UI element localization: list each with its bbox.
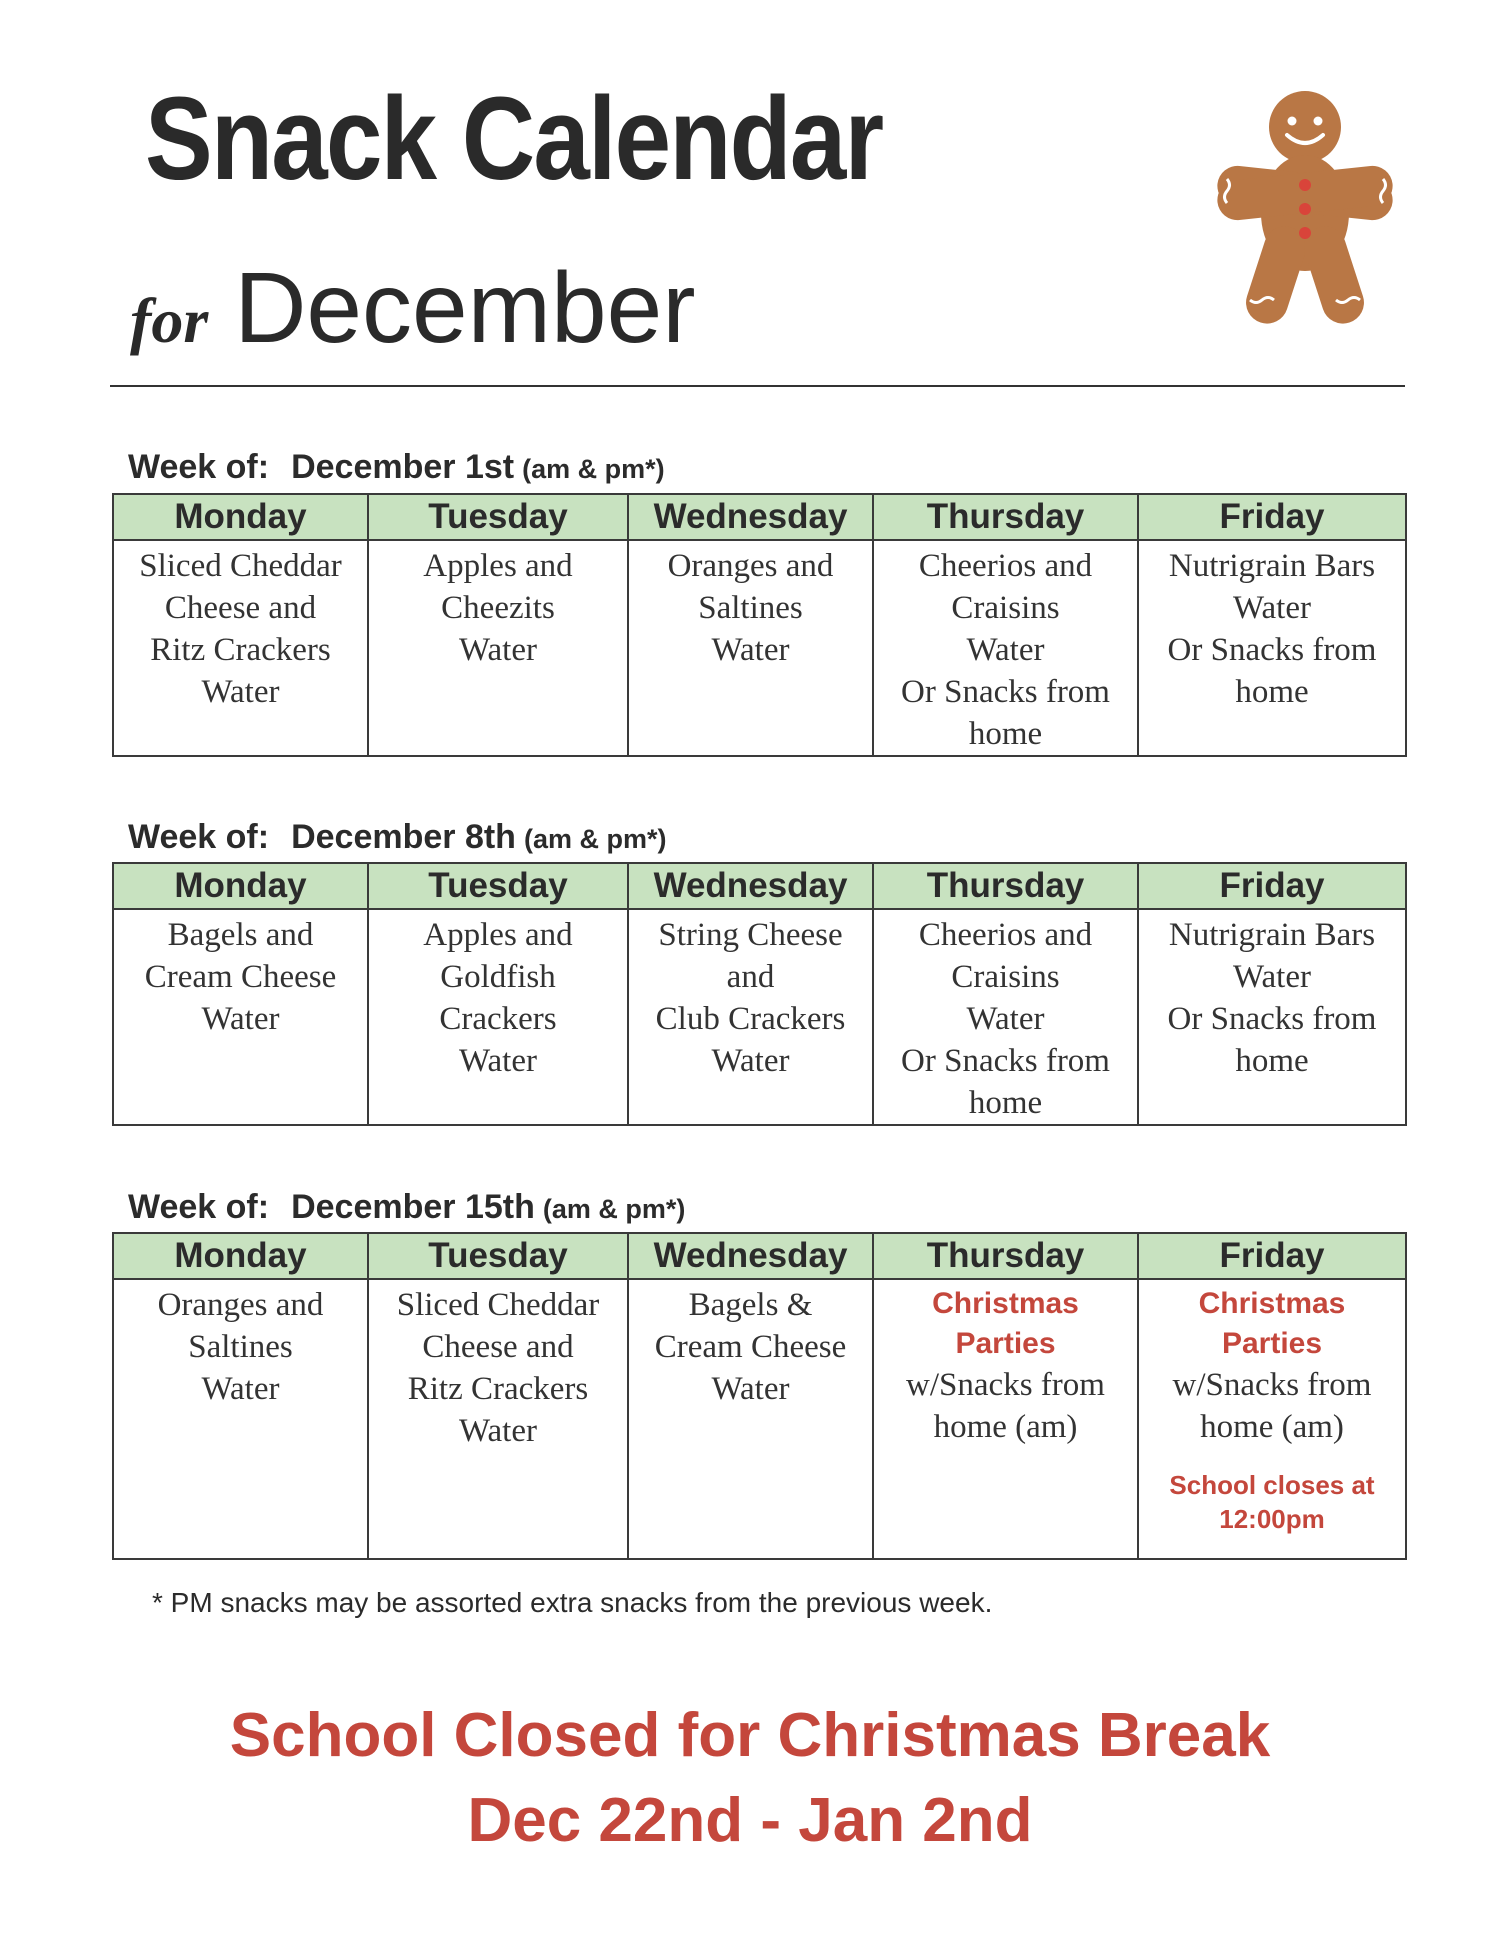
snack-cell <box>873 909 1138 1125</box>
snack-line: Water <box>966 632 1045 668</box>
subtitle-month: December <box>234 252 696 364</box>
snack-row <box>113 540 1406 756</box>
snack-line: Oranges and <box>157 1287 324 1323</box>
snack-line: Ritz Crackers <box>150 632 331 668</box>
snack-cell <box>628 909 873 1125</box>
day-header: Wednesday <box>628 1233 873 1279</box>
day-header: Friday <box>1138 494 1406 540</box>
snack-cell <box>1138 1279 1406 1559</box>
snack-line: Club Crackers <box>655 1001 846 1037</box>
day-header-row <box>113 494 1406 540</box>
day-header: Friday <box>1138 863 1406 909</box>
snack-line: Craisins <box>951 590 1060 626</box>
snack-line: Or Snacks from <box>901 674 1110 710</box>
snack-cell <box>873 540 1138 756</box>
snack-cell <box>1138 909 1406 1125</box>
day-header: Monday <box>113 1233 368 1279</box>
snack-line: Water <box>459 1413 537 1449</box>
snack-line: and <box>726 959 775 995</box>
snack-cell <box>368 909 628 1125</box>
snack-line: Bagels & <box>688 1287 813 1323</box>
snack-line: Goldfish <box>440 959 556 995</box>
snack-line: Or Snacks from <box>1167 1001 1377 1037</box>
snack-line: Cheese and <box>164 590 317 626</box>
snack-cell <box>113 909 368 1125</box>
day-header: Friday <box>1138 1233 1406 1279</box>
day-header: Tuesday <box>368 494 628 540</box>
closing-line: 12:00pm <box>1219 1504 1325 1534</box>
week-date: December 15th <box>291 1188 535 1226</box>
snack-cell <box>368 1279 628 1559</box>
week-table <box>112 1232 1407 1560</box>
snack-line: home (am) <box>1200 1409 1344 1445</box>
snack-line: w/Snacks from <box>906 1367 1105 1403</box>
snack-line: Water <box>711 632 790 668</box>
break-notice-line1: School Closed for Christmas Break <box>229 1701 1271 1770</box>
week-heading <box>128 818 666 857</box>
week-date: December 8th <box>291 818 516 856</box>
snack-line: Or Snacks from <box>1167 632 1377 668</box>
week-label: Week of: <box>128 448 270 486</box>
snack-line: Water <box>459 1043 537 1079</box>
day-header: Tuesday <box>368 1233 628 1279</box>
party-label: Christmas <box>932 1287 1079 1320</box>
snack-line: Water <box>201 1001 280 1037</box>
snack-line: Cheezits <box>441 590 555 626</box>
snack-line: Crackers <box>439 1001 557 1037</box>
snack-line: Water <box>201 1371 280 1407</box>
snack-line: Craisins <box>951 959 1060 995</box>
snack-line: home <box>968 716 1043 752</box>
snack-line: Nutrigrain Bars <box>1168 548 1376 584</box>
snack-cell <box>368 540 628 756</box>
snack-cell <box>1138 540 1406 756</box>
snack-line: home <box>1235 674 1309 710</box>
snack-line: Saltines <box>698 590 803 626</box>
week-note: (am & pm*) <box>522 454 665 484</box>
week-note: (am & pm*) <box>523 824 667 854</box>
snack-row <box>113 909 1406 1125</box>
week-note: (am & pm*) <box>542 1194 686 1224</box>
snack-line: Cream Cheese <box>144 959 337 995</box>
party-label: Parties <box>955 1327 1056 1360</box>
snack-line: Water <box>1233 590 1311 626</box>
page-subtitle <box>130 252 696 364</box>
day-header: Thursday <box>873 863 1138 909</box>
day-header: Monday <box>113 494 368 540</box>
snack-line: home <box>968 1085 1043 1121</box>
day-header: Wednesday <box>628 494 873 540</box>
gingerbread-man-icon <box>1205 85 1405 335</box>
snack-row <box>113 1279 1406 1559</box>
snack-cell <box>873 1279 1138 1559</box>
snack-line: w/Snacks from <box>1172 1367 1372 1403</box>
week-table <box>112 862 1407 1126</box>
snack-line: Water <box>711 1043 790 1079</box>
day-header: Tuesday <box>368 863 628 909</box>
page-title: Snack Calendar <box>145 73 883 205</box>
snack-line: Water <box>459 632 537 668</box>
week-table <box>112 493 1407 757</box>
snack-line: Ritz Crackers <box>407 1371 589 1407</box>
snack-line: String Cheese <box>658 917 843 953</box>
snack-line: Water <box>1233 959 1311 995</box>
subtitle-for: for <box>130 285 209 356</box>
snack-line: Or Snacks from <box>901 1043 1110 1079</box>
day-header: Thursday <box>873 1233 1138 1279</box>
break-notice-line2: Dec 22nd - Jan 2nd <box>467 1786 1033 1855</box>
snack-line: Saltines <box>188 1329 293 1365</box>
snack-line: home <box>1235 1043 1309 1079</box>
week-heading <box>128 1188 685 1227</box>
day-header: Thursday <box>873 494 1138 540</box>
snack-line: Sliced Cheddar <box>396 1287 600 1323</box>
day-header: Wednesday <box>628 863 873 909</box>
week-heading <box>128 448 665 487</box>
snack-line: Cheerios and <box>918 917 1093 953</box>
snack-line: Nutrigrain Bars <box>1168 917 1376 953</box>
snack-line: Cheese and <box>422 1329 574 1365</box>
snack-cell <box>113 1279 368 1559</box>
snack-line: Cream Cheese <box>654 1329 847 1365</box>
day-header-row <box>113 1233 1406 1279</box>
closing-line: School closes at <box>1169 1470 1375 1500</box>
snack-line: Water <box>711 1371 790 1407</box>
early-closing-note <box>1141 1468 1403 1536</box>
snack-line: Apples and <box>423 548 573 584</box>
snack-line: Oranges and <box>667 548 834 584</box>
snack-cell <box>113 540 368 756</box>
snack-line: home (am) <box>933 1409 1078 1445</box>
party-label: Christmas <box>1198 1287 1346 1320</box>
snack-line: Cheerios and <box>918 548 1093 584</box>
footnote: * PM snacks may be assorted extra snacks from the previous week. <box>152 1587 993 1618</box>
snack-line: Sliced Cheddar <box>139 548 342 584</box>
snack-line: Water <box>201 674 280 710</box>
snack-cell <box>628 1279 873 1559</box>
snack-cell <box>628 540 873 756</box>
week-label: Week of: <box>128 1188 270 1226</box>
title-divider <box>110 385 1405 387</box>
party-label: Parties <box>1221 1327 1323 1360</box>
snack-line: Apples and <box>423 917 573 953</box>
day-header-row <box>113 863 1406 909</box>
week-label: Week of: <box>128 818 270 856</box>
week-date: December 1st <box>291 448 515 486</box>
snack-line: Bagels and <box>167 917 314 953</box>
day-header: Monday <box>113 863 368 909</box>
snack-line: Water <box>966 1001 1045 1037</box>
